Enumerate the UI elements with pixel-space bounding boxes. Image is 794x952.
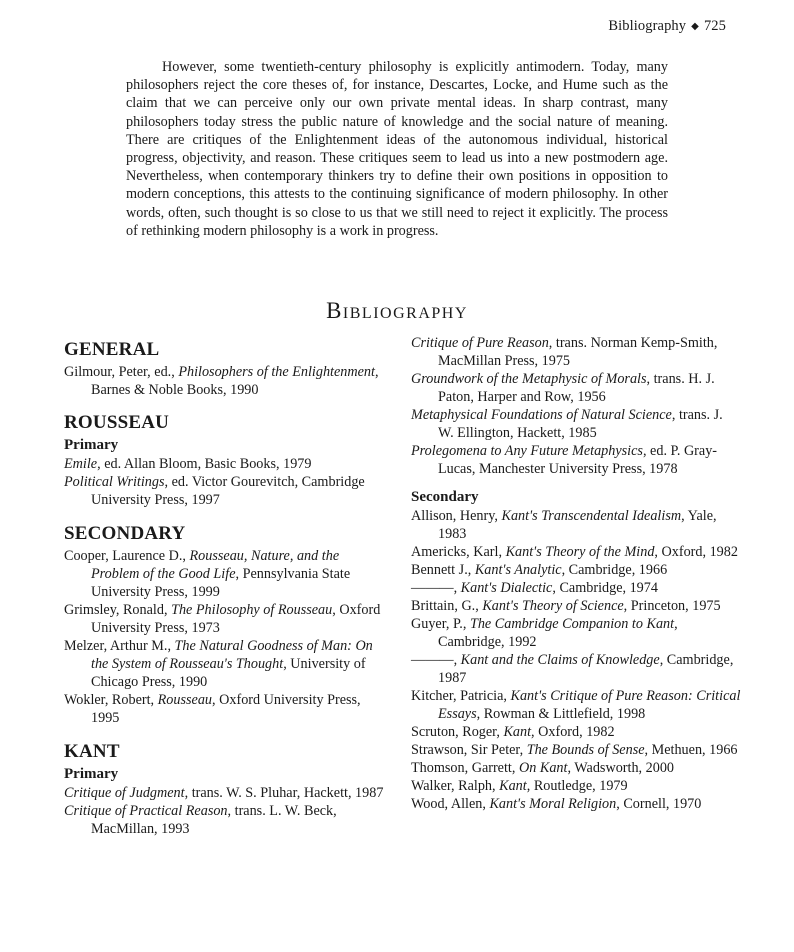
entry-title: Rousseau xyxy=(157,692,213,708)
general-entries xyxy=(64,363,384,399)
entry-author: Brittain, G., xyxy=(411,598,483,614)
bibliography-entry xyxy=(411,741,741,759)
entry-author: Cooper, Laurence D., xyxy=(64,548,190,564)
entry-title: The Cambridge Companion to Kant xyxy=(469,616,675,632)
bibliography-entry xyxy=(411,777,741,795)
entry-author: Scruton, Roger, xyxy=(411,724,504,740)
rousseau-primary-entries xyxy=(64,455,384,509)
bibliography-entry xyxy=(64,691,384,727)
bibliography-entry xyxy=(411,561,741,579)
entry-publication: , ed. Allan Bloom, Basic Books, 1979 xyxy=(97,456,312,472)
entry-publication: , trans. W. S. Pluhar, Hackett, 1987 xyxy=(184,785,384,801)
entry-author: ———, xyxy=(411,652,461,668)
running-head xyxy=(608,18,726,35)
entry-publication: , Yale, 1983 xyxy=(438,508,717,542)
entry-author: Kitcher, Patricia, xyxy=(411,688,511,704)
entry-title: Emile xyxy=(64,456,98,472)
bibliography-entry xyxy=(411,759,741,777)
entry-author: Melzer, Arthur M., xyxy=(64,638,175,654)
entry-title: Kant xyxy=(503,724,532,740)
bibliography-title: Bibliography xyxy=(326,298,468,323)
intro-paragraph: However, some twentieth-century philosophy is explicitly antimodern. Today, many philosophers reject the core theses of, for instance, Descartes, Locke, and Hume such as the claim that we can perceive only our own private mental ideas. In sharp contrast, many philosophers today stress the public nature of knowledge and the social nature of meaning. There are critiques of the Enlightenment ideas of the autonomous individual, historical progress, objectivity, and reason. These critiques seem to lead us into a new postmodern age. Nevertheless, when contemporary thinkers try to define their own positions in opposition to modern conceptions, this attests to the continuing significance of modern philosophy. In other words, often, such thought is so close to us that we still need to reject it explicitly. The process of rethinking modern philosophy is a work in progress. xyxy=(126,59,668,239)
bibliography-entry xyxy=(411,597,741,615)
bibliography-entry xyxy=(411,615,741,651)
entry-title: Kant's Transcendental Idealism xyxy=(501,508,682,524)
bibliography-entry xyxy=(411,795,741,813)
entry-title: Metaphysical Foundations of Natural Science xyxy=(411,407,672,423)
entry-title: The Philosophy of Rousseau xyxy=(171,602,333,618)
section-heading-rousseau: ROUSSEAU xyxy=(64,412,170,433)
entry-publication: , Rowman & Littlefield, 1998 xyxy=(476,706,646,722)
entry-publication: , trans. Norman Kemp-Smith, MacMillan Press, 1975 xyxy=(438,335,718,369)
entry-author: Americks, Karl, xyxy=(411,544,506,560)
entry-author: Guyer, P., xyxy=(411,616,470,632)
entry-author: Bennett J., xyxy=(411,562,475,578)
entry-title: Prolegomena to Any Future Metaphysics xyxy=(411,443,643,459)
entry-publication: , Barnes & Noble Books, 1990 xyxy=(91,364,379,398)
bibliography-right-column xyxy=(411,334,741,813)
bibliography-entry xyxy=(411,687,741,723)
entry-title: Critique of Pure Reason xyxy=(411,335,549,351)
entry-publication: , Oxford, 1982 xyxy=(531,724,615,740)
entry-title: Critique of Practical Reason xyxy=(64,803,228,819)
section-heading-general: GENERAL xyxy=(64,339,160,360)
kant-primary-entries-left xyxy=(64,784,384,838)
running-head-section: Bibliography xyxy=(608,18,687,34)
entry-publication: , Cornell, 1970 xyxy=(616,796,702,812)
entry-author: Wood, Allen, xyxy=(411,796,490,812)
bibliography-entry xyxy=(64,363,384,399)
entry-author: Strawson, Sir Peter, xyxy=(411,742,527,758)
entry-publication: , Oxford University Press, 1973 xyxy=(91,602,381,636)
entry-publication: , trans. L. W. Beck, MacMillan, 1993 xyxy=(91,803,337,837)
entry-title: Political Writings xyxy=(64,474,165,490)
entry-author: Gilmour, Peter, ed., xyxy=(64,364,179,380)
entry-title: Kant's Analytic xyxy=(474,562,562,578)
entry-title: Kant xyxy=(499,778,527,794)
entry-title: Groundwork of the Metaphysic of Morals xyxy=(411,371,647,387)
entry-publication: , Methuen, 1966 xyxy=(644,742,738,758)
bibliography-entry xyxy=(64,637,384,691)
entry-author: Wokler, Robert, xyxy=(64,692,158,708)
entry-title: Philosophers of the Enlightenment xyxy=(178,364,375,380)
entry-title: Kant's Theory of Science xyxy=(482,598,624,614)
entry-title: The Bounds of Sense xyxy=(526,742,645,758)
kant-primary-label: Primary xyxy=(64,766,119,782)
bibliography-entry xyxy=(411,651,741,687)
bibliography-entry xyxy=(64,547,384,601)
entry-publication: , University of Chicago Press, 1990 xyxy=(91,656,366,690)
section-heading-rousseau-secondary: SECONDARY xyxy=(64,523,186,544)
entry-author: Grimsley, Ronald, xyxy=(64,602,172,618)
bibliography-entry xyxy=(411,723,741,741)
entry-title: Kant and the Claims of Knowledge xyxy=(460,652,660,668)
entry-title: Rousseau, Nature, and the Problem of the Good Life xyxy=(91,548,340,582)
bibliography-entry xyxy=(64,455,384,473)
bibliography-entry xyxy=(64,802,384,838)
entry-publication: , Oxford University Press, 1995 xyxy=(91,692,361,726)
entry-publication: , ed. P. Gray-Lucas, Manchester University Press, 1978 xyxy=(438,443,718,477)
entry-title: Critique of Judgment xyxy=(64,785,185,801)
section-heading-kant: KANT xyxy=(64,741,120,762)
bibliography-left-column xyxy=(64,339,384,838)
entry-title: Kant's Moral Religion xyxy=(489,796,617,812)
entry-publication: , trans. H. J. Paton, Harper and Row, 1956 xyxy=(438,371,715,405)
diamond-separator-icon: ◆ xyxy=(691,21,699,32)
bibliography-entry xyxy=(411,579,741,597)
entry-publication: , Princeton, 1975 xyxy=(623,598,721,614)
bibliography-entry xyxy=(411,507,741,543)
bibliography-entry xyxy=(411,334,741,370)
entry-title: On Kant xyxy=(518,760,568,776)
entry-title: Kant's Theory of the Mind xyxy=(505,544,655,560)
entry-author: Thomson, Garrett, xyxy=(411,760,519,776)
entry-publication: , Pennsylvania State University Press, 1999 xyxy=(91,566,351,600)
entry-title: Kant's Dialectic xyxy=(460,580,553,596)
entry-publication: , Wadsworth, 2000 xyxy=(567,760,675,776)
entry-title: Kant's Critique of Pure Reason: Critical Essays xyxy=(438,688,741,722)
rousseau-primary-label: Primary xyxy=(64,437,119,453)
bibliography-entry xyxy=(411,543,741,561)
entry-publication: , trans. J. W. Ellington, Hackett, 1985 xyxy=(438,407,723,441)
entry-author: ———, xyxy=(411,580,461,596)
entry-publication: , Cambridge, 1974 xyxy=(552,580,658,596)
entry-publication: , Cambridge, 1992 xyxy=(438,616,678,650)
bibliography-entry xyxy=(64,601,384,637)
page-number: 725 xyxy=(703,18,726,34)
kant-primary-entries-right xyxy=(411,334,741,478)
entry-publication: , Cambridge, 1966 xyxy=(561,562,668,578)
entry-author: Allison, Henry, xyxy=(411,508,502,524)
kant-secondary-entries xyxy=(411,507,741,813)
bibliography-entry xyxy=(411,442,741,478)
bibliography-entry xyxy=(64,784,384,802)
bibliography-entry xyxy=(411,406,741,442)
entry-publication: , Oxford, 1982 xyxy=(654,544,738,560)
kant-secondary-label: Secondary xyxy=(411,489,479,505)
bibliography-entry xyxy=(64,473,384,509)
entry-title: The Natural Goodness of Man: On the System of Rousseau's Thought xyxy=(91,638,373,672)
bibliography-entry xyxy=(411,370,741,406)
entry-author: Walker, Ralph, xyxy=(411,778,500,794)
entry-publication: , Routledge, 1979 xyxy=(526,778,628,794)
rousseau-secondary-entries xyxy=(64,547,384,727)
entry-publication: , ed. Victor Gourevitch, Cambridge University Press, 1997 xyxy=(91,474,365,508)
entry-publication: , Cambridge, 1987 xyxy=(438,652,734,686)
